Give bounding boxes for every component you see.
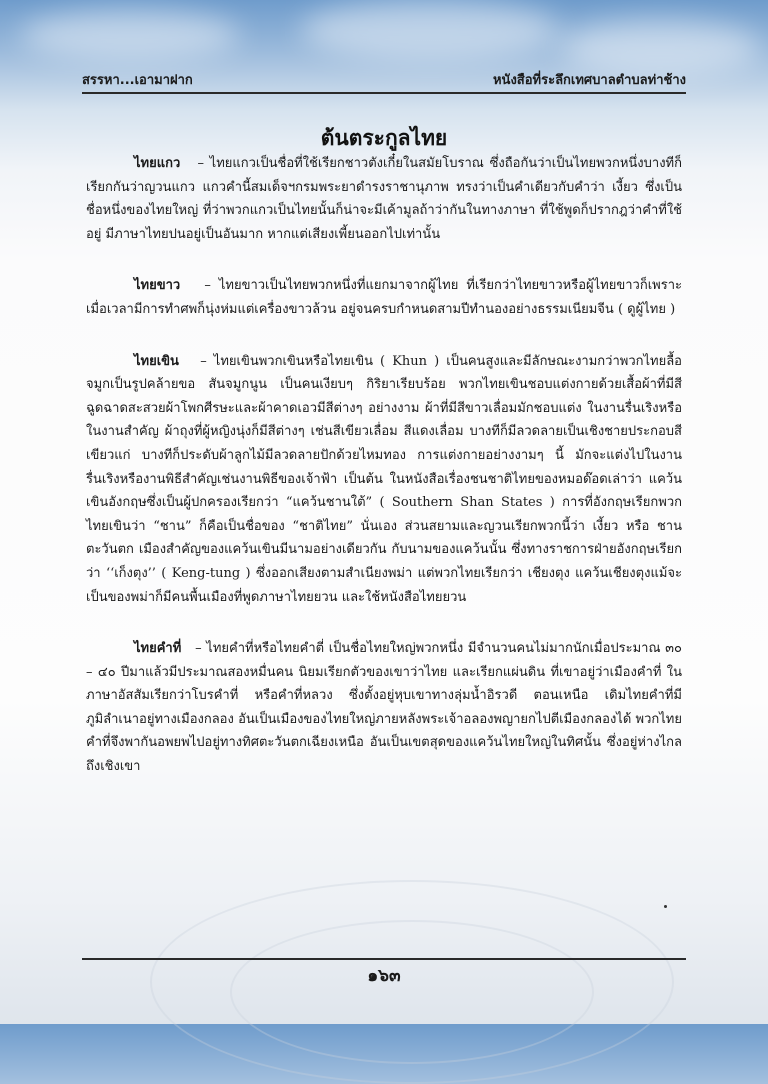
paragraph-text: – ไทยแกวเป็นชื่อที่ใช้เรียกชาวตังเกี๋ยในสมัยโบราณ ซึ่งถือกันว่าเป็นไทยพวกหนึ่งบางทีก็เรียกกันว่าญวนแกว แกวคำนี้สมเด็จฯกรมพระยาดำรงราชานุภาพ ทรงว่าเป็นคำเดียวกับคำว่า เงี้ยว ซึ่งเป็นชื่อหนึ่งของไทยใหญ่ ที่ว่าพวกแกวเป็นไทยนั้นก็น่าจะมีเค้ามูลถ้าว่ากันในทางภาษา ที่ใช้พูดก็ปรากฎว่าคำที่ใช้อยู่ มีภาษาไทยปนอยู่เป็นอันมาก หากแต่เสียงเพี้ยนออกไปเท่านั้น bbox=[86, 156, 682, 242]
header-left-text: สรรหา...เอามาฝาก bbox=[82, 73, 193, 88]
background-swirl bbox=[230, 920, 594, 1064]
paragraph-thai-kaeo bbox=[86, 152, 682, 246]
header-right-text: หนังสือที่ระลึกเทศบาลตำบลท่าช้าง bbox=[492, 73, 686, 88]
paragraph-thai-khao bbox=[86, 274, 682, 321]
paragraph-text: – ไทยเขินพวกเขินหรือไทยเขิน ( Khun ) เป็นคนสูงและมีลักษณะงามกว่าพวกไทยลื้อ จมูกเป็นรูปคล้ายขอ สันจมูกนูน เป็นคนเงียบๆ กิริยาเรียบร้อย พวกไทยเขินชอบแต่งกายด้วยเสื้อผ้าที่มีสีฉูดฉาดสะสวยผ้าโพกศีรษะและผ้าคาดเอวมีสีต่างๆ อย่างงาม ผ้าที่มีสีขาวเลื่อมมักชอบแต่ง ในงานรื่นเริงหรือในงานสำคัญ ผ้าถุงที่ผู้หญิงนุ่งก็มีสีต่างๆ เช่นสีเขียวเลื่อม สีแดงเลื่อม บางทีก็มีลวดลายเป็นเชิงชายประกอบสีเขียวแก่ บางทีก็ประดับผ้าลูกไม้มีลวดลายปักด้วยไหมทอง การแต่งกายอย่างงามๆ นี้ มักจะแต่งไปในงานรื่นเริงหรืองานพิธีสำคัญเช่นงานพิธีของเจ้าฟ้า เป็นต้น ในหนังสือเรื่องชนชาติไทยของหมอด๊อดเล่าว่า แคว้นเขินอังกฤษซึ่งเป็นผู้ปกครองเรียกว่า “แคว้นชานใต้” ( Southern Shan States ) การที่อังกฤษเรียกพวกไทยเขินว่า “ชาน” ก็คือเป็นชื่อของ “ชาติไทย” นั่นเอง ส่วนสยามและญวนเรียกพวกนี้ว่า เงี้ยว หรือ ชานตะวันตก เมืองสำคัญของแคว้นเขินมีนามอย่างเดียวกัน กับนามของแคว้นนั้น ซึ่งทางราชการฝ่ายอังกฤษเรียกว่า ‘‘เก็งตุง’’ ( Keng-tung ) ซึ่งออกเสียงตามสำเนียงพม่า แต่พวกไทยเรียกว่า เชียงตุง แคว้นเชียงตุงแม้จะเป็นของพม่าก็มีคนพื้นเมืองที่พูดภาษาไทยยวน และใช้หนังสือไทยยวน bbox=[86, 353, 682, 605]
page-title: ต้นตระกูลไทย bbox=[320, 125, 448, 150]
term: ไทยเขิน bbox=[134, 353, 179, 369]
paragraph-thai-khoen bbox=[86, 350, 682, 610]
page-number: ๑๖๓ bbox=[367, 966, 401, 986]
term: ไทยขาว bbox=[134, 278, 181, 294]
term: ไทยคำที่ bbox=[134, 641, 182, 657]
paragraph-text: – ไทยขาวเป็นไทยพวกหนึ่งที่แยกมาจากผู้ไทย ที่เรียกว่าไทยขาวหรือผู้ไทยขาวก็เพราะเมื่อเวลามีการทำศพก็นุ่งห่มแต่เครื่องขาวล้วน อยู่จนครบกำหนดสามปีทำนองอย่างธรรมเนียมจีน ( ดูผู้ไทย ) bbox=[86, 278, 682, 317]
article-body bbox=[86, 152, 682, 807]
sky-cloud bbox=[300, 0, 560, 60]
header-rule bbox=[82, 92, 686, 94]
paragraph-text: – ไทยคำที่หรือไทยคำตี่ เป็นชื่อไทยใหญ่พวกหนึ่ง มีจำนวนคนไม่มากนักเมื่อประมาณ ๓๐ – ๔๐ ปีมาแล้วมีประมาณสองหมื่นคน นิยมเรียกตัวของเขาว่าไทย และเรียกแผ่นดิน ที่เขาอยู่ว่าเมืองคำที่ ในภาษาอัสสัมเรียกว่าโบรคำที่ หรือคำที่หลวง ซึ่งตั้งอยู่หุบเขาทางลุ่มน้ำอิรวดี ตอนเหนือ เดิมไทยคำที่มีภูมิลำเนาอยู่ทางเมืองกลอง อันเป็นเมืองของไทยใหญ่ภายหลังพระเจ้าอลองพญายกไปตีเมืองกลองได้ พวกไทยคำที่จึงพากันอพยพไปอยู่ทางทิศตะวันตกเฉียงเหนือ อันเป็นเขตสุดของแคว้นไทยใหญ่ในทิศนั้น ซึ่งอยู่ห่างไกลถึงเชิงเขา bbox=[86, 641, 682, 775]
running-header bbox=[82, 66, 686, 90]
stray-dot bbox=[664, 905, 667, 908]
paragraph-thai-khamti bbox=[86, 637, 682, 779]
footer-rule bbox=[82, 958, 686, 960]
term: ไทยแกว bbox=[134, 156, 181, 171]
sky-cloud bbox=[20, 10, 240, 60]
